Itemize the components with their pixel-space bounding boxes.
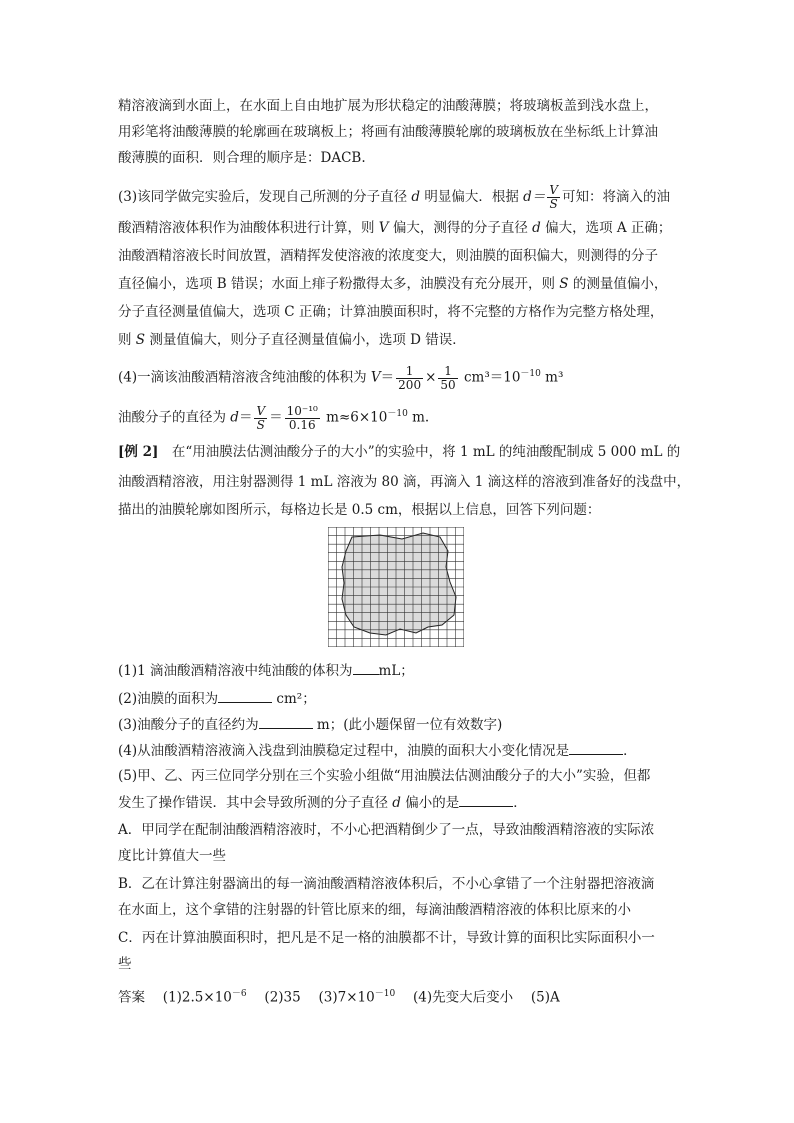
solution-part4-line: (4)一滴该油酸酒精溶液含纯油酸的体积为 V＝ $\frac{1}{200}$ × $\frac{1}{50}$ $cm^3=10^{-10}$ m³ bbox=[118, 363, 564, 392]
question-5-line2: 发生了操作错误．其中会导致所测的分子直径 d 偏小的是 ． bbox=[118, 792, 527, 813]
option-c-line2: 些 bbox=[118, 956, 132, 972]
example-tag: [例 2] bbox=[118, 444, 159, 460]
solution-part3-line5: 分子直径测量值偏大，选项 C 正确；计算油膜面积时，将不完整的方格作为完整方格处理， bbox=[118, 304, 664, 320]
fraction: $\frac{V}{S}$ bbox=[256, 403, 266, 432]
question-3: (3)油酸分子的直径约为 m；(此小题保留一位有效数字) bbox=[118, 714, 502, 735]
answer-blank-1[interactable] bbox=[353, 660, 379, 675]
question-5-line1: (5)甲、乙、丙三位同学分别在三个实验小组做“用油膜法估测油酸分子的大小”实验，但都 bbox=[118, 768, 651, 784]
option-a-line1: A．甲同学在配制油酸酒精溶液时，不小心把酒精倒少了一点，导致油酸酒精溶液的实际浓 bbox=[118, 822, 655, 838]
question-2: (2)油膜的面积为 cm²； bbox=[118, 688, 316, 709]
question-4: (4)从油酸酒精溶液滴入浅盘到油膜稳定过程中，油膜的面积大小变化情况是 ． bbox=[118, 740, 637, 761]
example-line1: [例 2] 在“用油膜法估测油酸分子的大小”的实验中，将 1 mL 的纯油酸配制成 5 000 mL 的 bbox=[118, 444, 681, 460]
solution-part3-line2: 酸酒精溶液体积作为油酸体积进行计算，则 V 偏大，测得的分子直径 d 偏大，选项 A 正确； bbox=[118, 220, 672, 236]
option-b-line1: B．乙在计算注射器滴出的每一滴油酸酒精溶液体积后，不小心拿错了一个注射器把溶液滴 bbox=[118, 876, 655, 892]
fraction: $\frac{1}{50}$ bbox=[440, 363, 456, 392]
option-a-line2: 度比计算值大一些 bbox=[118, 848, 226, 864]
answer-label: 答案 bbox=[118, 989, 145, 1006]
fraction: $\frac{1}{200}$ bbox=[398, 363, 422, 392]
answer-blank-3[interactable] bbox=[259, 714, 313, 729]
option-c-line1: C．丙在计算油膜面积时，把凡是不足一格的油膜都不计，导致计算的面积比实际面积小一 bbox=[118, 930, 655, 946]
solution-part3-line4: 直径偏小，选项 B 错误；水面上痱子粉撒得太多，油膜没有充分展开，则 S 的测量值偏小， bbox=[118, 276, 668, 292]
answer-blank-4[interactable] bbox=[569, 740, 623, 755]
solution-part3-line3: 油酸酒精溶液长时间放置，酒精挥发使溶液的浓度变大，则油膜的面积偏大，则测得的分子 bbox=[118, 248, 658, 264]
solution-part5-line: 油酸分子的直径为 d＝ $\frac{V}{S}$ ＝ $\frac{\text{10⁻¹⁰}}{0.16}$ $m\approx 6\times 10^{-10}$ m. bbox=[118, 403, 430, 432]
oil-film-outline bbox=[342, 533, 456, 635]
answer-blank-5[interactable] bbox=[459, 792, 513, 807]
example-line3: 描出的油膜轮廓如图所示，每格边长是 0.5 cm，根据以上信息，回答下列问题： bbox=[118, 502, 601, 518]
solution-part3-line6: 则 S 测量值偏大，则分子直径测量值偏小，选项 D 错误． bbox=[118, 332, 466, 348]
option-b-line2: 在水面上，这个拿错的注射器的针管比原来的细，每滴油酸酒精溶液的体积比原来的小 bbox=[118, 902, 631, 918]
solution-part3-line1: (3)该同学做完实验后，发现自己所测的分子直径 d 明显偏大．根据 d＝ $\frac{V}{S}$ 可知：将滴入的油 bbox=[118, 183, 670, 211]
answer-line: 答案 $(1)2.5\times 10^{-6}$ (2)35 $(3)7\times 10^{-10}$ (4)先变大后变小 (5)A bbox=[118, 989, 560, 1006]
solution-line: 酸薄膜的面积．则合理的顺序是：DACB. bbox=[118, 150, 366, 166]
question-1: (1)1 滴油酸酒精溶液中纯油酸的体积为 mL； bbox=[118, 660, 414, 681]
solution-line: 用彩笔将油酸薄膜的轮廓画在玻璃板上；将画有油酸薄膜轮廓的玻璃板放在坐标纸上计算油 bbox=[118, 124, 658, 140]
example-line2: 油酸酒精溶液，用注射器测得 1 mL 溶液为 80 滴，再滴入 1 滴这样的溶液到准备好的浅盘中， bbox=[118, 474, 691, 490]
solution-line: 精溶液滴到水面上，在水面上自由地扩展为形状稳定的油酸薄膜；将玻璃板盖到浅水盘上， bbox=[118, 98, 658, 114]
oil-film-grid-figure bbox=[328, 527, 464, 647]
fraction: $\frac{\text{10⁻¹⁰}}{0.16}$ bbox=[286, 403, 318, 432]
fraction: $\frac{V}{S}$ bbox=[549, 183, 558, 211]
answer-blank-2[interactable] bbox=[218, 688, 272, 703]
